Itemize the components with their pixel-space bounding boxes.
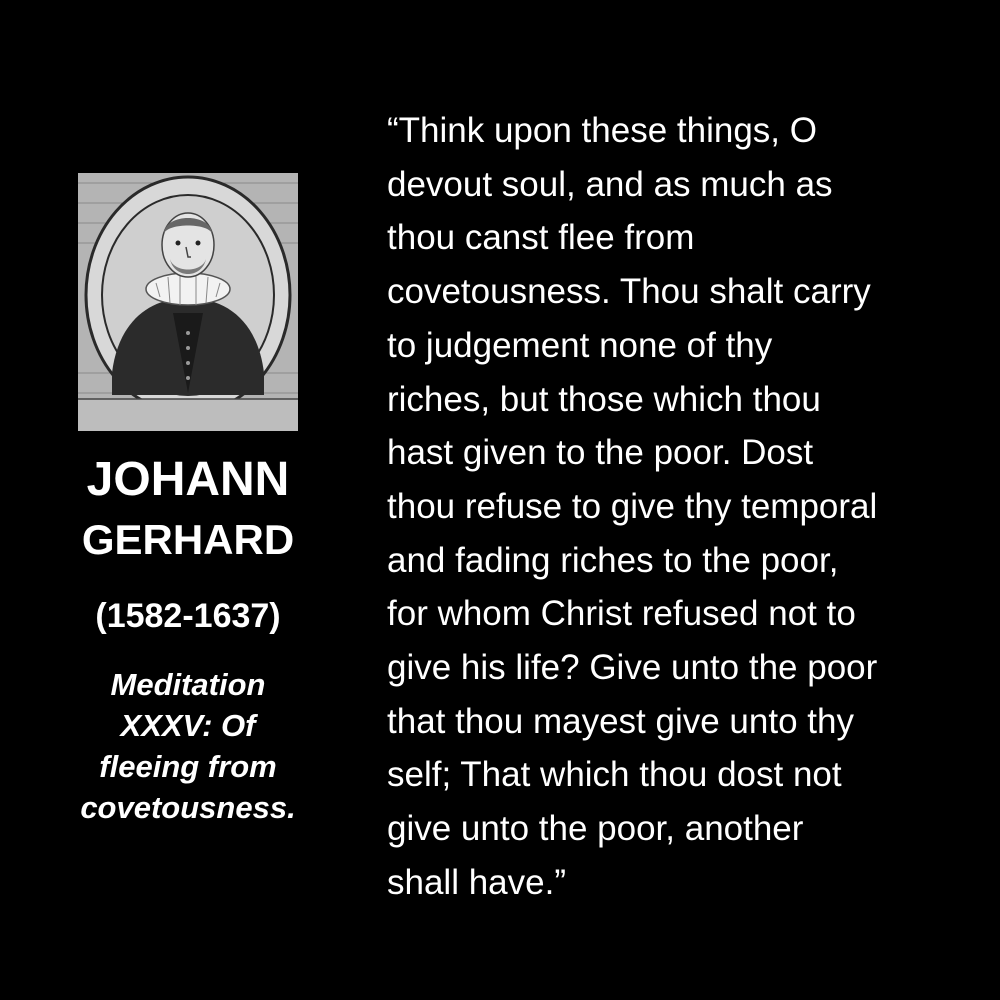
author-last-name: GERHARD [81, 516, 295, 563]
quote-line: “Think upon these things, O [387, 111, 817, 150]
meditation-title-line: covetousness. [80, 790, 296, 825]
author-portrait-engraving [78, 173, 298, 431]
quote-line: give his life? Give unto the poor [387, 648, 878, 688]
meditation-title-line: XXXV: Of [120, 708, 256, 743]
quote-line: devout soul, and as much as [387, 164, 833, 204]
quote-line: covetousness. Thou shalt carry [387, 272, 871, 312]
meditation-title-line: fleeing from [99, 749, 277, 784]
quote-line: thou refuse to give thy temporal [387, 486, 878, 526]
author-dates: (1582-1637) [95, 597, 281, 635]
meditation-title-line: Meditation [110, 667, 266, 702]
quote-line: thou canst flee from [387, 218, 695, 258]
quote-line: to judgement none of thy [387, 325, 773, 365]
author-first-name: JOHANN [86, 453, 290, 506]
quote-line: for whom Christ refused not to [387, 594, 856, 634]
quote-line: and fading riches to the poor, [387, 540, 839, 580]
quote-line: hast given to the poor. Dost [387, 433, 814, 473]
quote-line: that thou mayest give unto thy [387, 701, 854, 741]
quote-line: self; That which thou dost not [387, 755, 842, 795]
quote-line: shall have.” [387, 862, 566, 902]
meditation-title [40, 664, 336, 828]
quote-line: riches, but those which thou [387, 379, 821, 419]
quote-line: give unto the poor, another [387, 809, 804, 849]
quote-text [387, 104, 987, 910]
